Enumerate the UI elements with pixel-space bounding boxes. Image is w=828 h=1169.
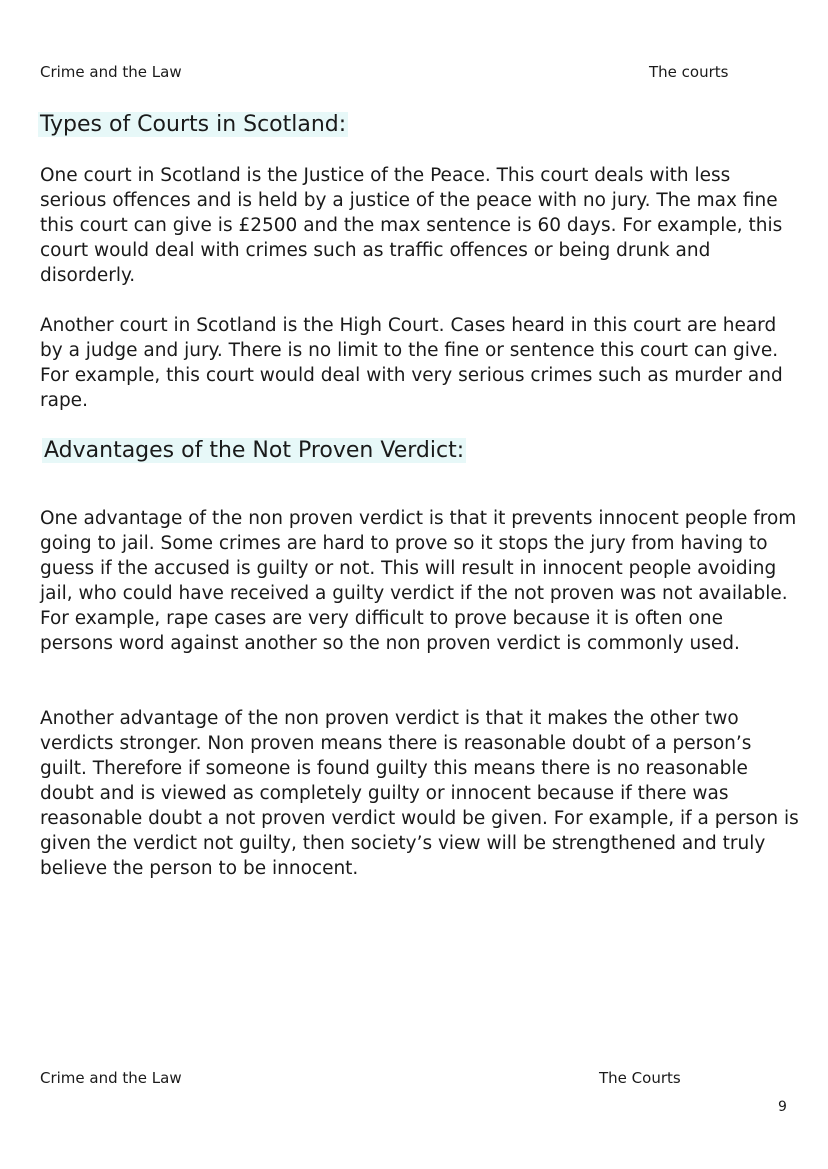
section-heading-courts-text: Types of Courts in Scotland: (40, 112, 347, 137)
paragraph-high-court: Another court in Scotland is the High Court. Cases heard in this court are heard by a judge and jury. There is no limit to the fine or sentence this court can give. For example, this court would deal with very serious crimes such as murder and rape. (40, 315, 783, 411)
section-heading-not-proven-text: Advantages of the Not Proven Verdict: (44, 438, 465, 463)
paragraph-advantage-one: One advantage of the non proven verdict is that it prevents innocent people from going to jail. Some crimes are hard to prove so it stops the jury from having to guess if the accused is guilty or not. This will result in innocent people avoiding jail, who could have received a guilty verdict if the not proven was not available. For example, rape cases are very difficult to prove because it is often one persons word against another so the non proven verdict is commonly used. (40, 508, 797, 654)
paragraph-advantage-two: Another advantage of the non proven verdict is that it makes the other two verdicts stronger. Non proven means there is reasonable doubt of a person’s guilt. Therefore if someone is found guilty this means there is no reasonable doubt and is viewed as completely guilty or innocent because if there was reasonable doubt a not proven verdict would be given. For example, if a person is given the verdict not guilty, then society’s view will be strengthened and truly believe the person to be innocent. (40, 708, 799, 879)
paragraph-justice-of-peace: One court in Scotland is the Justice of the Peace. This court deals with less serious offences and is held by a justice of the peace with no jury. The max fine this court can give is £2500 and the max sentence is 60 days. For example, this court would deal with crimes such as traffic offences or being drunk and disorderly. (40, 165, 783, 286)
section-heading-courts (38, 110, 348, 140)
page-number: 9 (778, 1099, 787, 1115)
section-heading-not-proven (42, 436, 466, 466)
footer-left-text: Crime and the Law (40, 1069, 182, 1087)
footer-right-text: The Courts (599, 1069, 681, 1087)
header-left-text: Crime and the Law (40, 63, 182, 81)
header-right-text: The courts (649, 63, 729, 81)
